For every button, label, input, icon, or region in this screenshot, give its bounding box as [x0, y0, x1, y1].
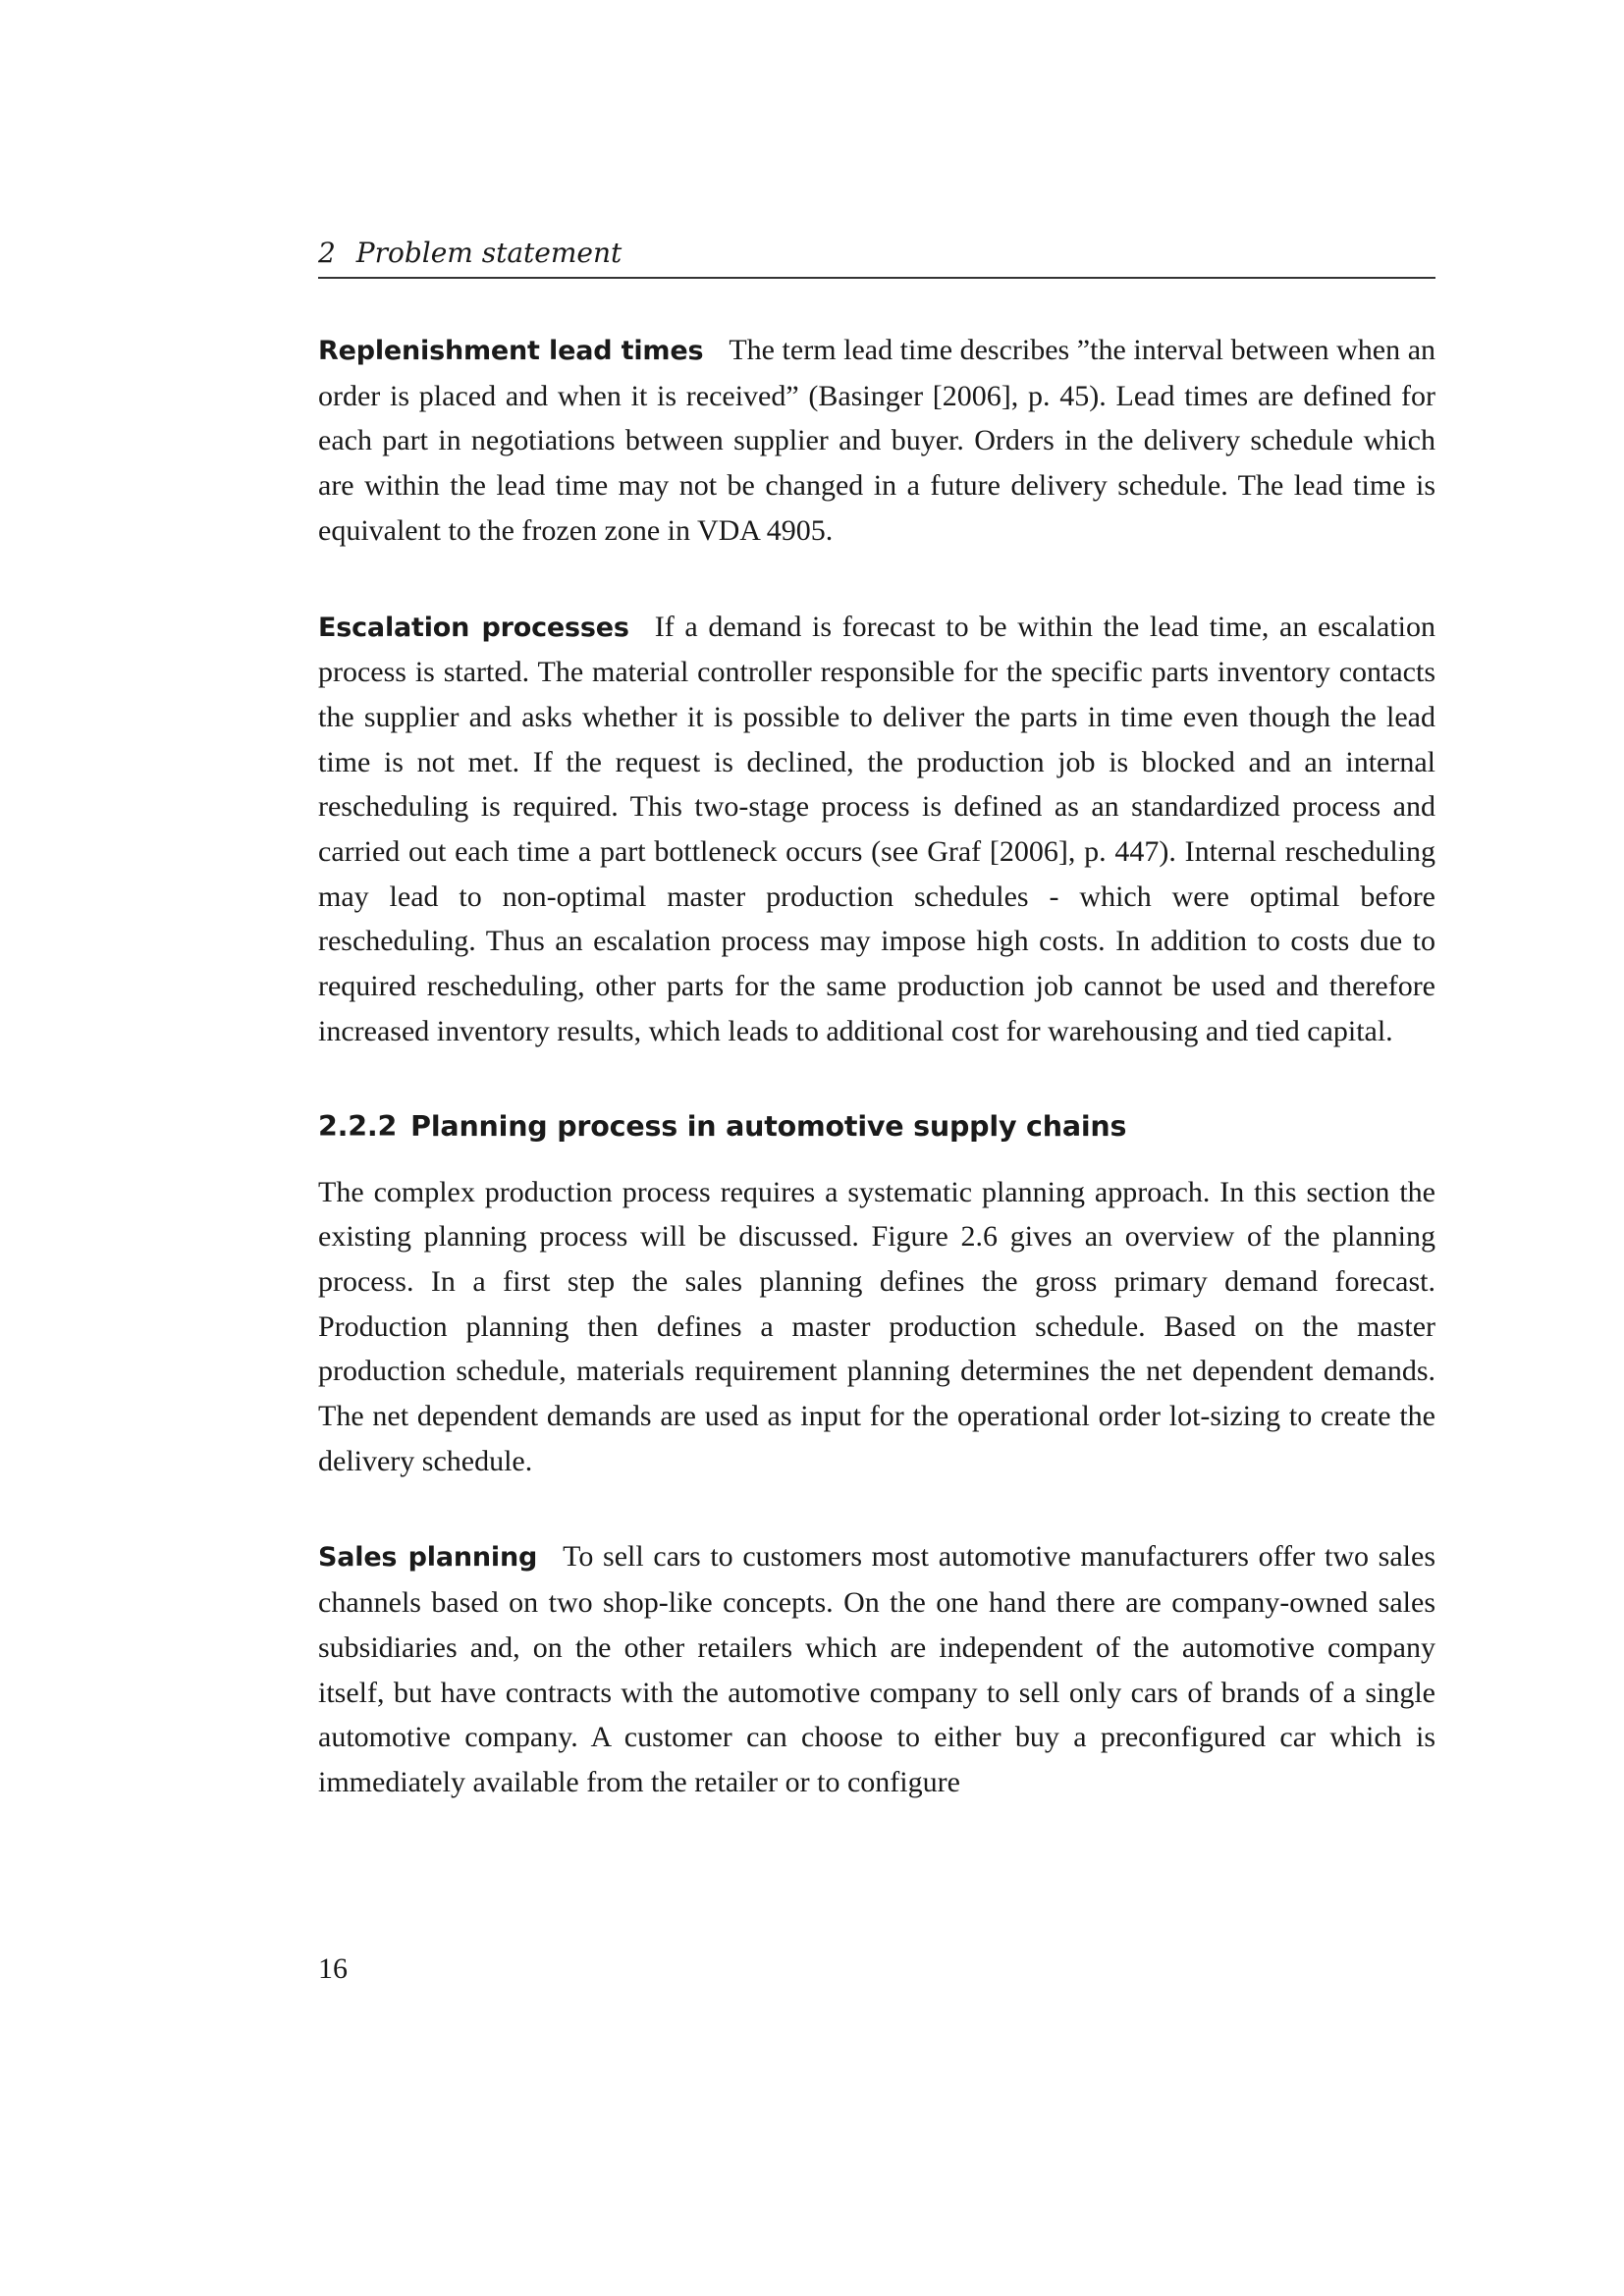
sales-planning-para — [318, 1534, 1435, 1804]
sales-planning-paragraph — [318, 1534, 1435, 1804]
escalation-paragraph — [318, 605, 1435, 1054]
planning-process-paragraph — [318, 1170, 1435, 1484]
subsection-title: Planning process in automotive supply chains — [410, 1109, 1127, 1143]
replenishment-para — [318, 328, 1435, 554]
planning-process-text: The complex production process requires a systematic planning approach. In this section the existing planning process will be discussed. Figure 2.6 gives an overview of the planning process. In a first step the sales planning defines the gross primary demand forecast. Production planning then defines a master production schedule. Based on the master production schedule, materials requirement planning determines the net dependent demands. The net dependent demands are used as input for the operational order lot-sizing to create the delivery schedule. — [318, 1175, 1435, 1477]
paragraph-heading-replenishment: Replenishment lead times — [318, 336, 704, 366]
paragraph-heading-escalation: Escalation processes — [318, 612, 629, 643]
running-header — [318, 232, 1435, 279]
chapter-title: Problem statement — [355, 237, 623, 269]
paragraph-heading-sales-planning: Sales planning — [318, 1542, 538, 1574]
body-text — [318, 328, 1435, 1856]
replenishment-text: The term lead time describes ”the interval between when an order is placed and when it is received” (Basinger [2006], p. 45). Lead times are defined for each part in negotiations between supplier and buyer. Orders in the delivery schedule which are within the lead time may not be changed in a future delivery schedule. The lead time is equivalent to the frozen zone in VDA 4905. — [318, 334, 1436, 547]
subsection-heading — [318, 1105, 1435, 1148]
replenishment-paragraph — [318, 328, 1435, 554]
escalation-para — [318, 605, 1435, 1054]
page-number: 16 — [318, 1952, 348, 1985]
subsection-number: 2.2.2 — [318, 1109, 398, 1143]
chapter-number: 2 — [318, 237, 336, 269]
escalation-text: If a demand is forecast to be within the lead time, an escalation process is started. The material controller responsible for the specific parts inventory contacts the supplier and asks whether it is possible to deliver the parts in time even though the lead time is not met. If the request is declined, the production job is blocked and an internal rescheduling is required. This two-stage process is defined as an standardized process and carried out each time a part bottleneck occurs (see Graf [2006], p. 447). Internal rescheduling may lead to non-optimal master production schedules - which were optimal before rescheduling. Thus an escalation process may impose high costs. In addition to costs due to required rescheduling, other parts for the same production job cannot be used and therefore increased inventory results, which leads to additional cost for warehousing and tied capital. — [318, 610, 1435, 1047]
sales-planning-text: To sell cars to customers most automotive manufacturers offer two sales channels based on two shop-like concepts. On the one hand there are company-owned sales subsidiaries and, on the other retailers which are independent of the automotive company itself, but have contracts with the automotive company to sell only cars of brands of a single automotive company. A customer can choose to either buy a preconfigured car which is immediately available from the retailer or to configure — [318, 1540, 1436, 1798]
